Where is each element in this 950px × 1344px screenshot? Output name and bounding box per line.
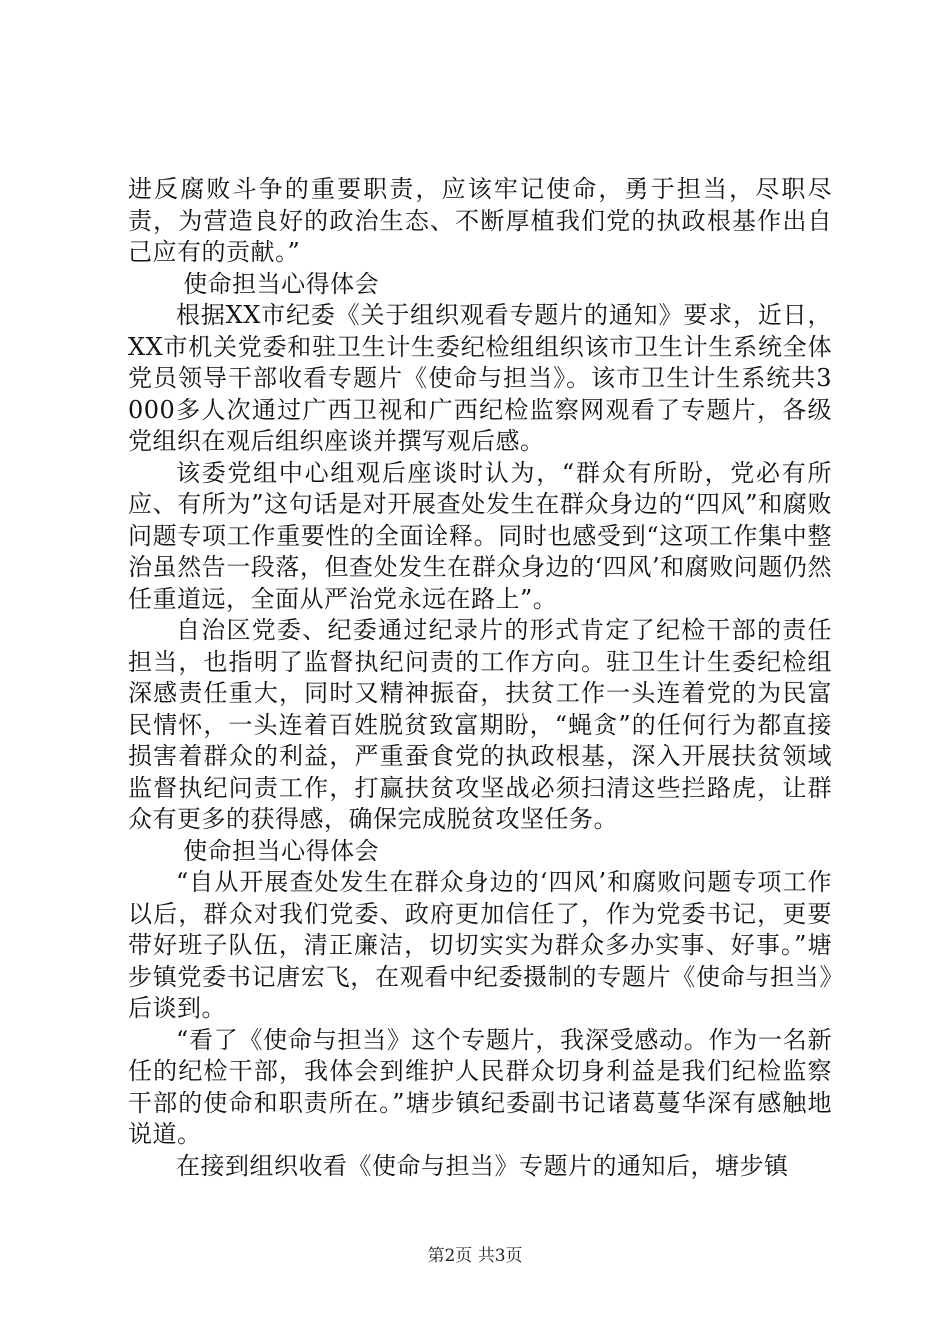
paragraph: 该委党组中心组观后座谈时认为，“群众有所盼，党必有所应、有所为”这句话是对开展查处发生在群众身边的“四风”和腐败问题专项工作重要性的全面诠释。同时也感受到“这项工作集中整治虽然告一段落，但查处发生在群众身边的‘四风’和腐败问题仍然任重道远，全面从严治党永远在路上”。 [128,458,832,613]
page-number-footer: 第2页 共3页 [427,1246,523,1266]
paragraph: 自治区党委、纪委通过纪录片的形式肯定了纪检干部的责任担当，也指明了监督执纪问责的工作方向。驻卫生计生委纪检组深感责任重大，同时又精神振奋，扶贫工作一头连着党的为民富民情怀，一头连着百姓脱贫致富期盼，“蝇贪”的任何行为都直接损害着群众的利益，严重蚕食党的执政根基，深入开展扶贫领域监督执纪问责工作，打赢扶贫攻坚战必须扫清这些拦路虎，让群众有更多的获得感，确保完成脱贫攻坚任务。 [128,616,832,833]
section-heading: 使命担当心得体会 [183,269,380,298]
paragraph: “自从开展查处发生在群众身边的‘四风’和腐败问题专项工作以后，群众对我们党委、政府更加信任了，作为党委书记，更要带好班子队伍，清正廉洁，切切实实为群众多办实事、好事。”塘步镇党委书记唐宏飞，在观看中纪委摄制的专题片《使命与担当》后谈到。 [128,868,832,1022]
paragraph: 根据XX市纪委《关于组织观看专题片的通知》要求，近日，XX市机关党委和驻卫生计生委纪检组组织该市卫生计生系统全体党员领导干部收看专题片《使命与担当》。该市卫生计生系统共3000多人次通过广西卫视和广西纪检监察网观看了专题片，各级党组织在观后组织座谈并撰写观后感。 [128,301,832,455]
paragraph: 在接到组织收看《使命与担当》专题片的通知后，塘步镇 [176,1151,789,1180]
paragraph: “看了《使命与担当》这个专题片，我深受感动。作为一名新任的纪检干部，我体会到维护人民群众切身利益是我们纪检监察干部的使命和职责所在。”塘步镇纪委副书记诸葛蔓华深有感触地说道。 [128,1025,832,1148]
paragraph-continued: 进反腐败斗争的重要职责，应该牢记使命，勇于担当，尽职尽责，为营造良好的政治生态、不断厚植我们党的执政根基作出自己应有的贡献。” [128,175,832,266]
section-heading: 使命担当心得体会 [183,836,380,865]
document-body [128,174,832,1182]
